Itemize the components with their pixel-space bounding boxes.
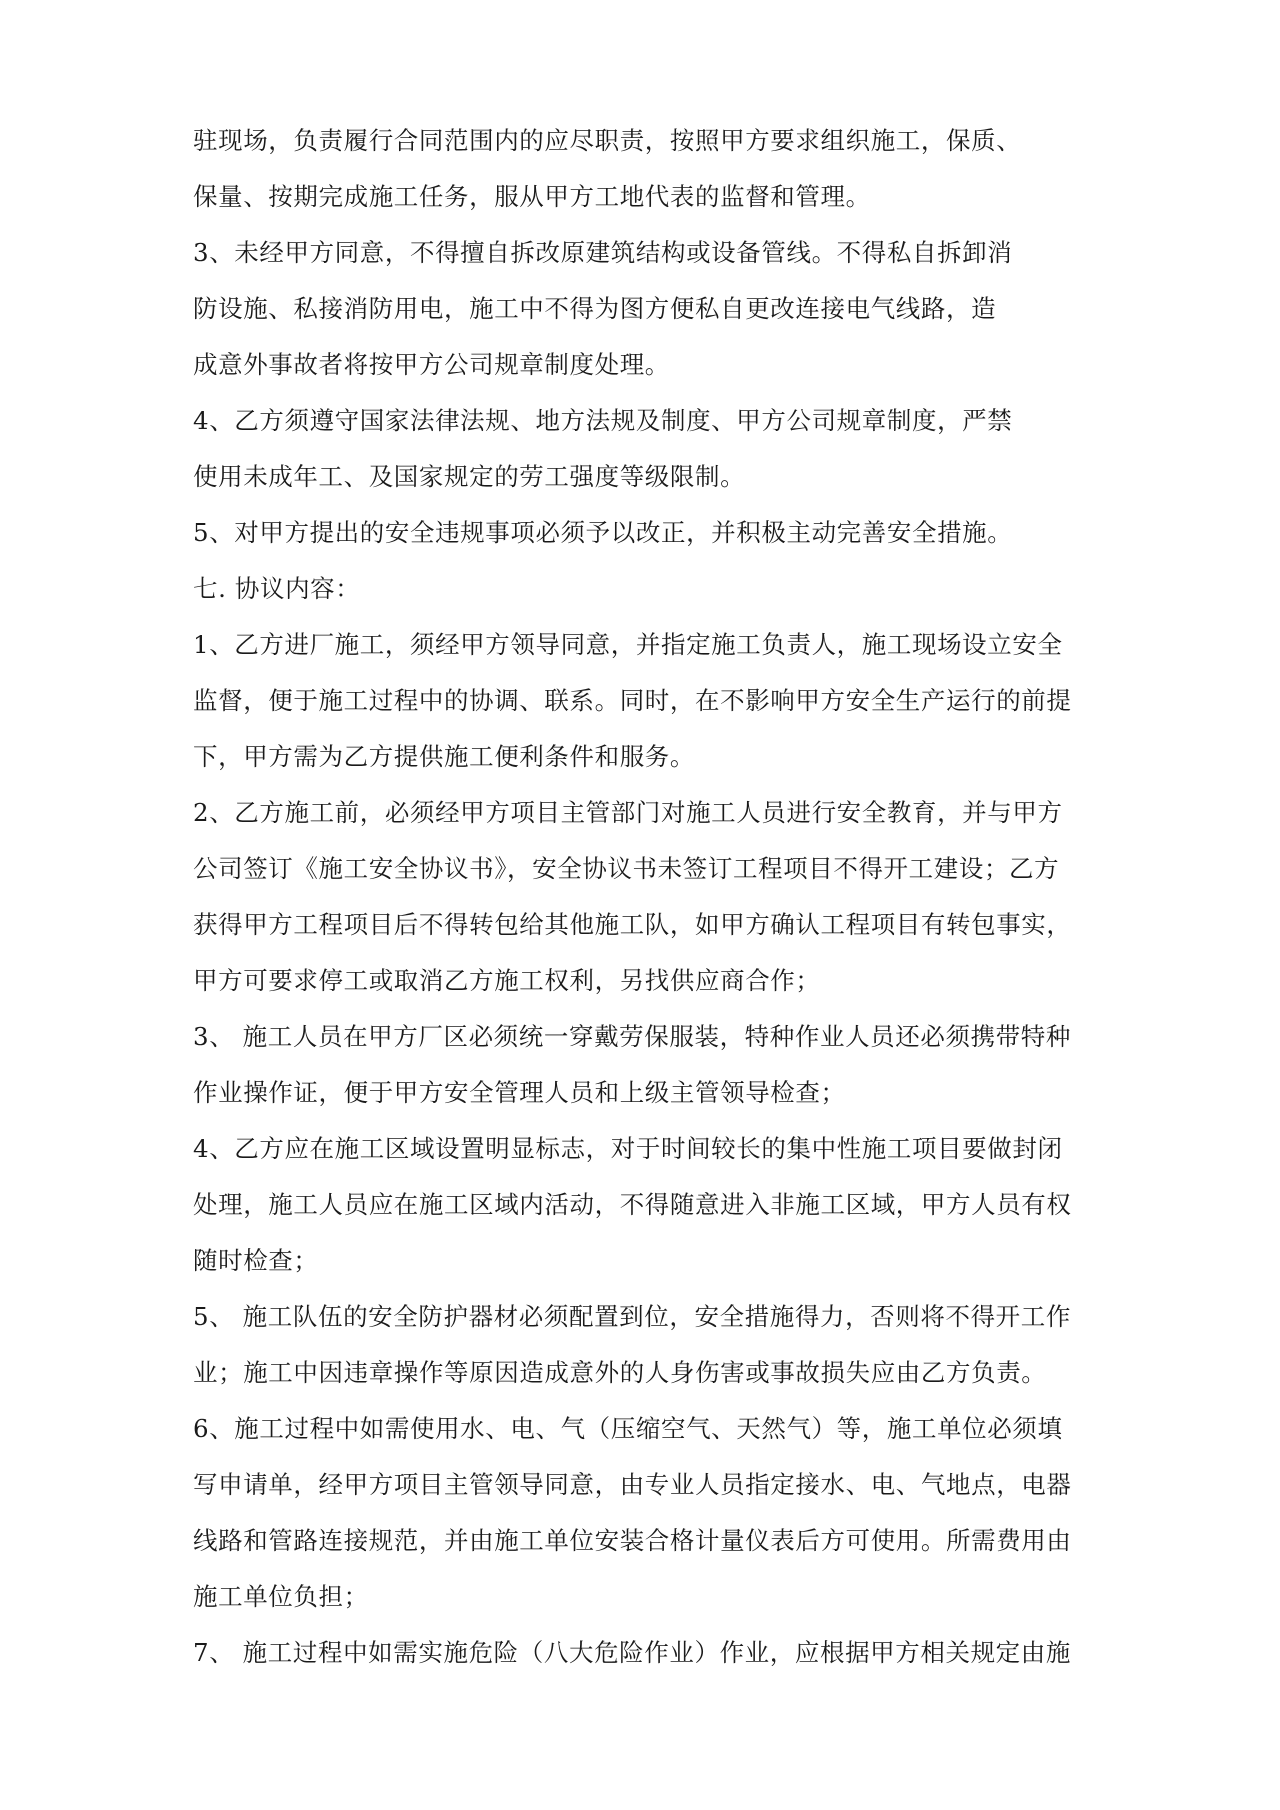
text-line-4: 防设施、私接消防用电，施工中不得为图方便私自更改连接电气线路，造: [193, 294, 997, 323]
text-line-14: 公司签订《施工安全协议书》，安全协议书未签订工程项目不得开工建设；乙方: [193, 854, 1060, 883]
text-line-2: 保量、按期完成施工任务，服从甲方工地代表的监督和管理。: [193, 182, 871, 211]
section-heading: 七. 协议内容：: [193, 574, 361, 603]
text-line-13: 2、乙方施工前，必须经甲方项目主管部门对施工人员进行安全教育，并与甲方: [193, 798, 1063, 827]
text-line-11: 监督，便于施工过程中的协调、联系。同时，在不影响甲方安全生产运行的前提: [193, 686, 1072, 715]
text-line-15: 获得甲方工程项目后不得转包给其他施工队，如甲方确认工程项目有转包事实，: [193, 910, 1072, 939]
text-line-23: 业；施工中因违章操作等原因造成意外的人身伤害或事故损失应由乙方负责。: [193, 1358, 1047, 1387]
text-line-7: 使用未成年工、及国家规定的劳工强度等级限制。: [193, 462, 746, 491]
text-line-5: 成意外事故者将按甲方公司规章制度处理。: [193, 350, 670, 379]
text-line-19: 4、乙方应在施工区域设置明显标志，对于时间较长的集中性施工项目要做封闭: [193, 1134, 1063, 1163]
text-line-3: 3、未经甲方同意，不得擅自拆改原建筑结构或设备管线。不得私自拆卸消: [193, 238, 1013, 267]
text-line-16: 甲方可要求停工或取消乙方施工权利，另找供应商合作；: [193, 966, 821, 995]
text-line-8: 5、对甲方提出的安全违规事项必须予以改正，并积极主动完善安全措施。: [193, 518, 1013, 547]
document-body: [193, 113, 1093, 1681]
text-line-24: 6、施工过程中如需使用水、电、气（压缩空气、天然气）等，施工单位必须填: [193, 1414, 1063, 1443]
text-line-22: 5、 施工队伍的安全防护器材必须配置到位，安全措施得力，否则将不得开工作: [193, 1302, 1071, 1331]
text-line-17: 3、 施工人员在甲方厂区必须统一穿戴劳保服装，特种作业人员还必须携带特种: [193, 1022, 1071, 1051]
text-line-26: 线路和管路连接规范，并由施工单位安装合格计量仪表后方可使用。所需费用由: [193, 1526, 1072, 1555]
text-line-1: 驻现场，负责履行合同范围内的应尽职责，按照甲方要求组织施工，保质、: [193, 126, 1022, 155]
text-line-6: 4、乙方须遵守国家法律法规、地方法规及制度、甲方公司规章制度，严禁: [193, 406, 1013, 435]
text-line-21: 随时检查；: [193, 1246, 319, 1275]
text-line-10: 1、乙方进厂施工，须经甲方领导同意，并指定施工负责人，施工现场设立安全: [193, 630, 1063, 659]
text-line-27: 施工单位负担；: [193, 1582, 369, 1611]
text-line-20: 处理，施工人员应在施工区域内活动，不得随意进入非施工区域，甲方人员有权: [193, 1190, 1072, 1219]
text-line-12: 下，甲方需为乙方提供施工便利条件和服务。: [193, 742, 695, 771]
text-line-28: 7、 施工过程中如需实施危险（八大危险作业）作业，应根据甲方相关规定由施: [193, 1638, 1071, 1667]
text-line-18: 作业操作证，便于甲方安全管理人员和上级主管领导检查；: [193, 1078, 846, 1107]
text-line-25: 写申请单，经甲方项目主管领导同意，由专业人员指定接水、电、气地点，电器: [193, 1470, 1072, 1499]
